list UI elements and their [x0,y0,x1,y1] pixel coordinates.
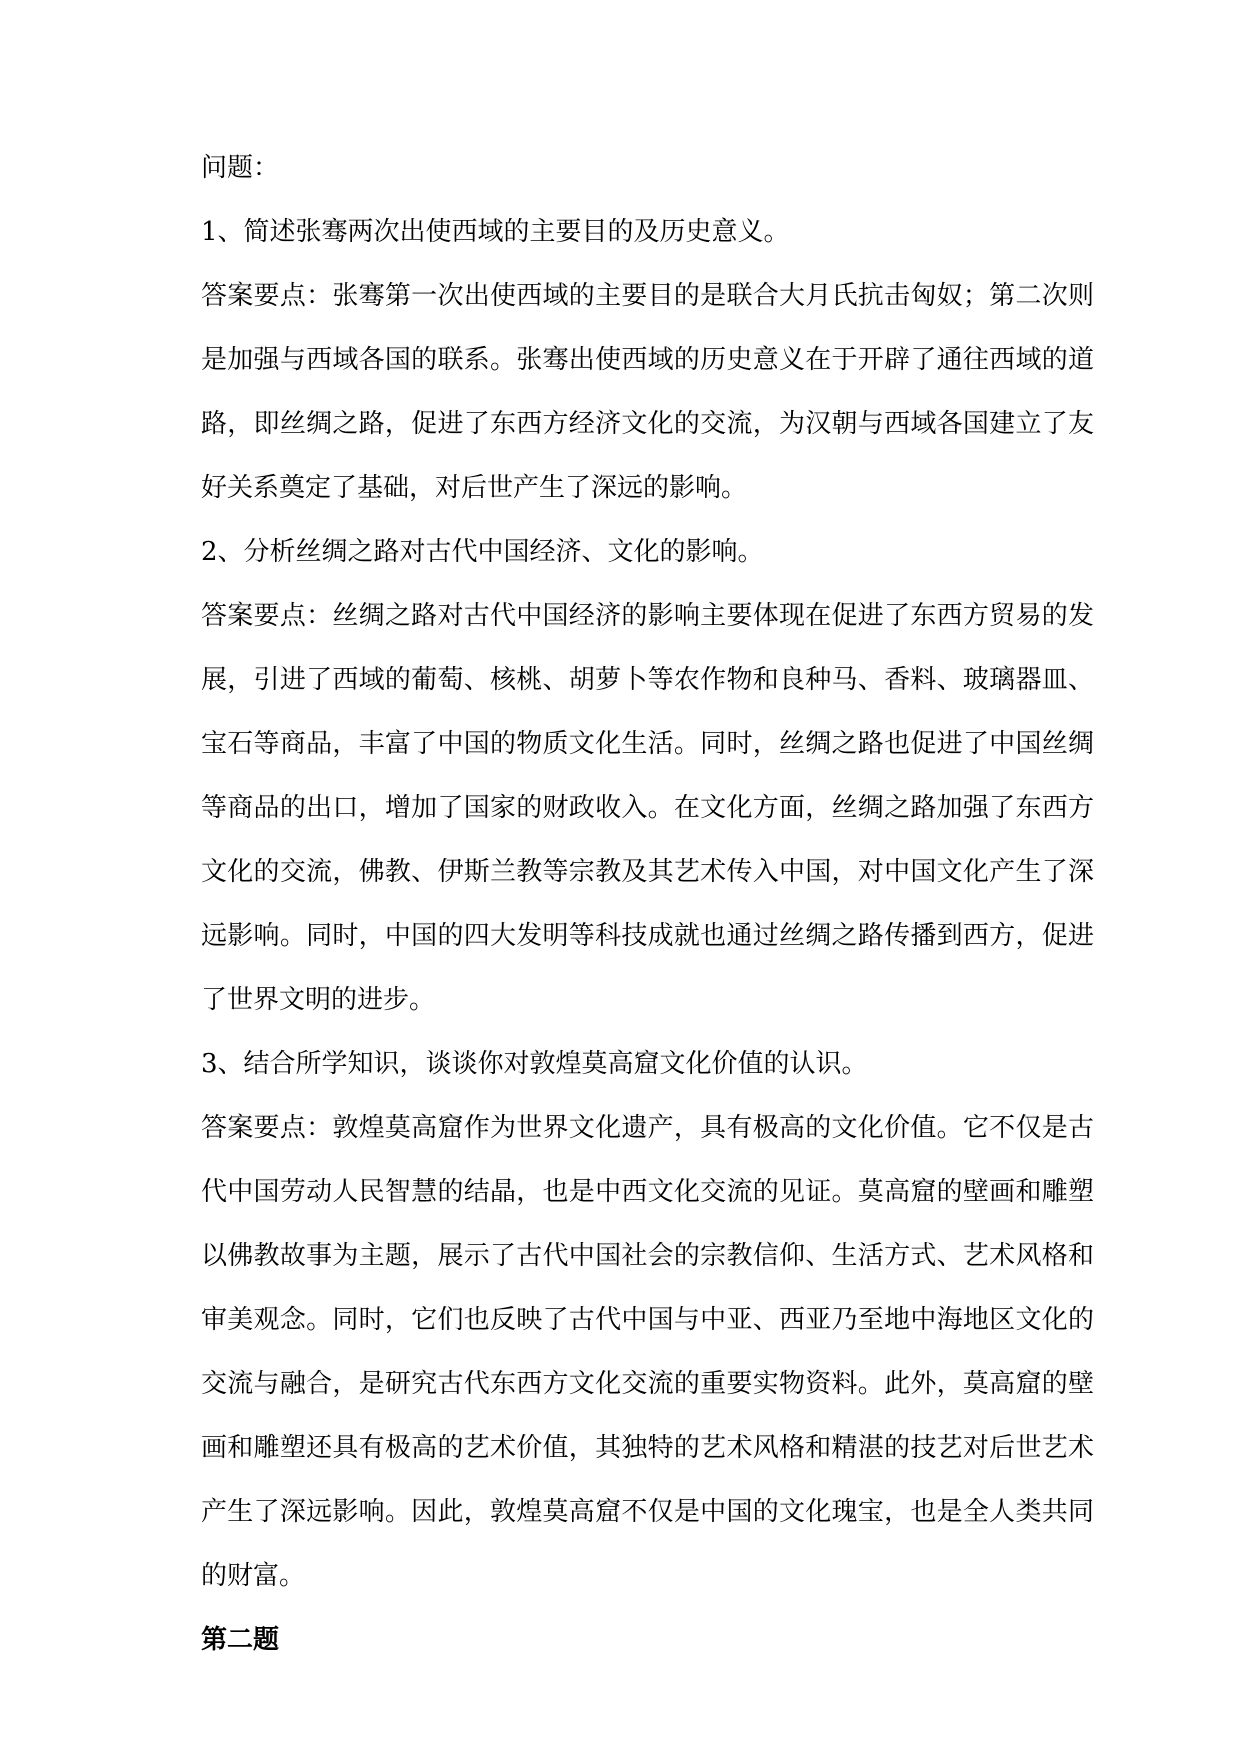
answer-3: 答案要点：敦煌莫高窟作为世界文化遗产，具有极高的文化价值。它不仅是古代中国劳动人民智慧的结晶，也是中西文化交流的见证。莫高窟的壁画和雕塑以佛教故事为主题，展示了古代中国社会的宗教信仰、生活方式、艺术风格和审美观念。同时，它们也反映了古代中国与中亚、西亚乃至地中海地区文化的交流与融合，是研究古代东西方文化交流的重要实物资料。此外，莫高窟的壁画和雕塑还具有极高的艺术价值，其独特的艺术风格和精湛的技艺对后世艺术产生了深远影响。因此，敦煌莫高窟不仅是中国的文化瑰宝，也是全人类共同的财富。 [201,1113,1094,1591]
question-1: 1、简述张骞两次出使西域的主要目的及历史意义。 [201,217,790,247]
question-3: 3、结合所学知识，谈谈你对敦煌莫高窟文化价值的认识。 [201,1049,868,1079]
document-body [201,148,1094,1660]
next-section-title: 第二题 [201,1625,280,1655]
questions-label: 问题： [201,153,280,183]
answer-1: 答案要点：张骞第一次出使西域的主要目的是联合大月氏抗击匈奴；第二次则是加强与西域各国的联系。张骞出使西域的历史意义在于开辟了通往西域的道路，即丝绸之路，促进了东西方经济文化的交流，为汉朝与西域各国建立了友好关系奠定了基础，对后世产生了深远的影响。 [201,281,1094,503]
answer-2: 答案要点：丝绸之路对古代中国经济的影响主要体现在促进了东西方贸易的发展，引进了西域的葡萄、核桃、胡萝卜等农作物和良种马、香料、玻璃器皿、宝石等商品，丰富了中国的物质文化生活。同时，丝绸之路也促进了中国丝绸等商品的出口，增加了国家的财政收入。在文化方面，丝绸之路加强了东西方文化的交流，佛教、伊斯兰教等宗教及其艺术传入中国，对中国文化产生了深远影响。同时，中国的四大发明等科技成就也通过丝绸之路传播到西方，促进了世界文明的进步。 [201,601,1094,1015]
question-2: 2、分析丝绸之路对古代中国经济、文化的影响。 [201,537,764,567]
